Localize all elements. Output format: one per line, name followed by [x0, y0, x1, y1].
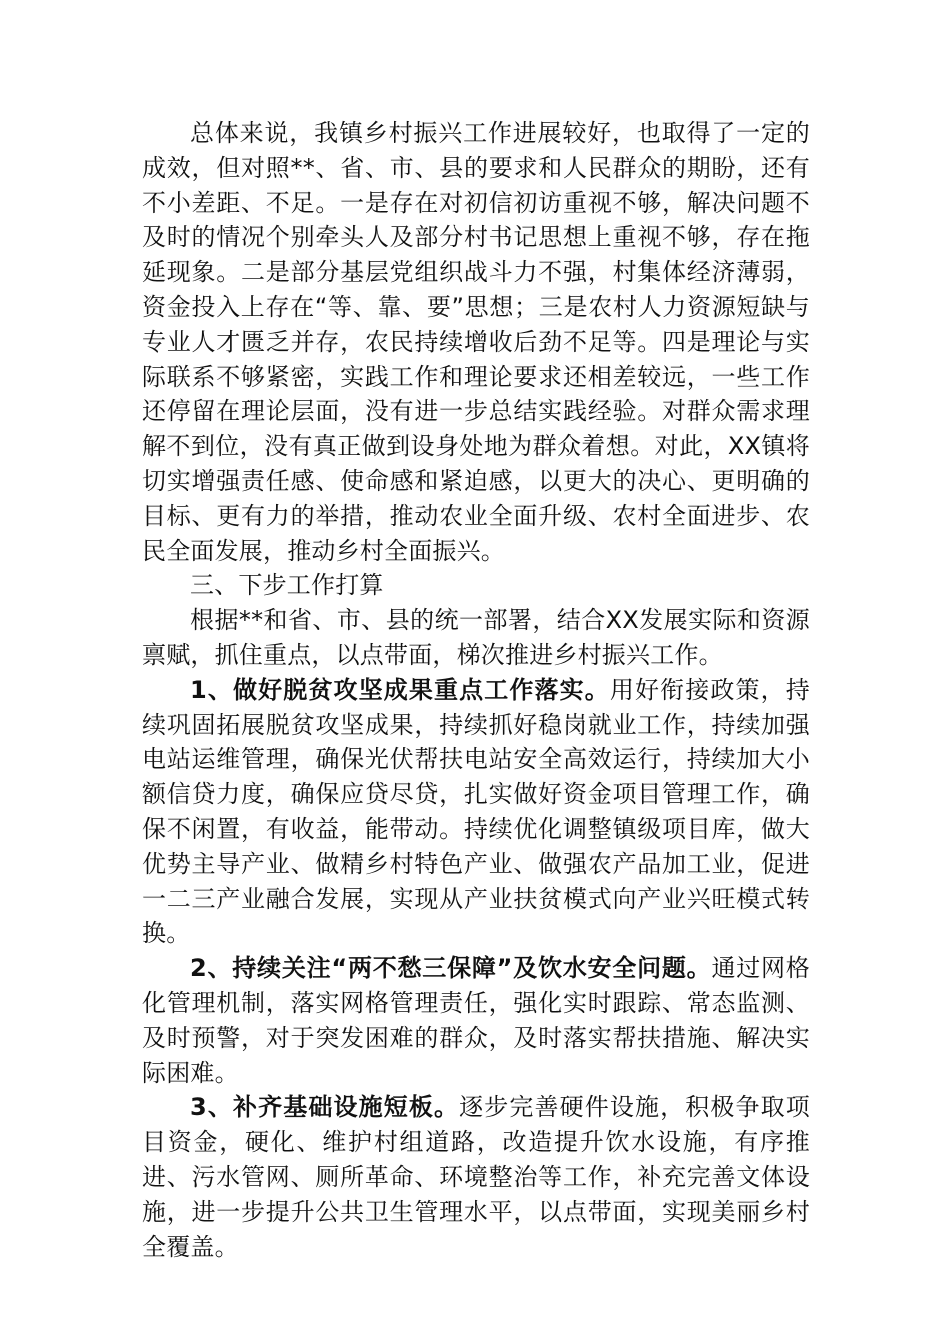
section-heading — [142, 568, 810, 603]
item-3-heading: 3、补齐基础设施短板。 — [190, 1093, 460, 1122]
item-1-text: 用好衔接政策，持续巩固拓展脱贫攻坚成果，持续抓好稳岗就业工作，持续加强电站运维管理，确保光伏帮扶电站安全高效运行，持续加大小额信贷力度，确保应贷尽贷，扎实做好资金项目管理工作，确保不闲置，有收益，能带动。持续优化调整镇级项目库，做大优势主导产业、做精乡村特色产业、做强农产品加工业，促进一二三产业融合发展，实现从产业扶贫模式向产业兴旺模式转换。 — [142, 675, 810, 948]
item-1-paragraph — [142, 673, 810, 951]
item-2-paragraph — [142, 951, 810, 1090]
section-heading-text: 三、下步工作打算 — [190, 571, 384, 600]
item-3-text: 逐步完善硬件设施，积极争取项目资金，硬化、维护村组道路，改造提升饮水设施，有序推进、污水管网、厕所革命、环境整治等工作，补充完善文体设施，进一步提升公共卫生管理水平，以点带面，实现美丽乡村全覆盖。 — [142, 1093, 810, 1261]
item-2-text: 通过网格化管理机制，落实网格管理责任，强化实时跟踪、常态监测、及时预警，对于突发困难的群众，及时落实帮扶措施、解决实际困难。 — [142, 954, 810, 1087]
item-3-paragraph — [142, 1090, 810, 1264]
intro-paragraph — [142, 603, 810, 673]
summary-text: 总体来说，我镇乡村振兴工作进展较好，也取得了一定的成效，但对照**、省、市、县的要求和人民群众的期盼，还有不小差距、不足。一是存在对初信初访重视不够，解决问题不及时的情况个别牵头人及部分村书记思想上重视不够，存在拖延现象。二是部分基层党组织战斗力不强，村集体经济薄弱，资金投入上存在“等、靠、要”思想；三是农村人力资源短缺与专业人才匮乏并存，农民持续增收后劲不足等。四是理论与实际联系不够紧密，实践工作和理论要求还相差较远，一些工作还停留在理论层面，没有进一步总结实践经验。对群众需求理解不到位，没有真正做到设身处地为群众着想。对此，XX镇将切实增强责任感、使命感和紧迫感，以更大的决心、更明确的目标、更有力的举措，推动农业全面升级、农村全面进步、农民全面发展，推动乡村全面振兴。 — [142, 119, 810, 565]
summary-paragraph — [142, 116, 810, 568]
intro-text: 根据**和省、市、县的统一部署，结合XX发展实际和资源禀赋，抓住重点，以点带面，梯次推进乡村振兴工作。 — [142, 606, 810, 669]
item-2-heading: 2、持续关注“两不愁三保障”及饮水安全问题。 — [190, 954, 712, 983]
document-page — [142, 116, 810, 1264]
item-1-heading: 1、做好脱贫攻坚成果重点工作落实。 — [190, 675, 610, 704]
